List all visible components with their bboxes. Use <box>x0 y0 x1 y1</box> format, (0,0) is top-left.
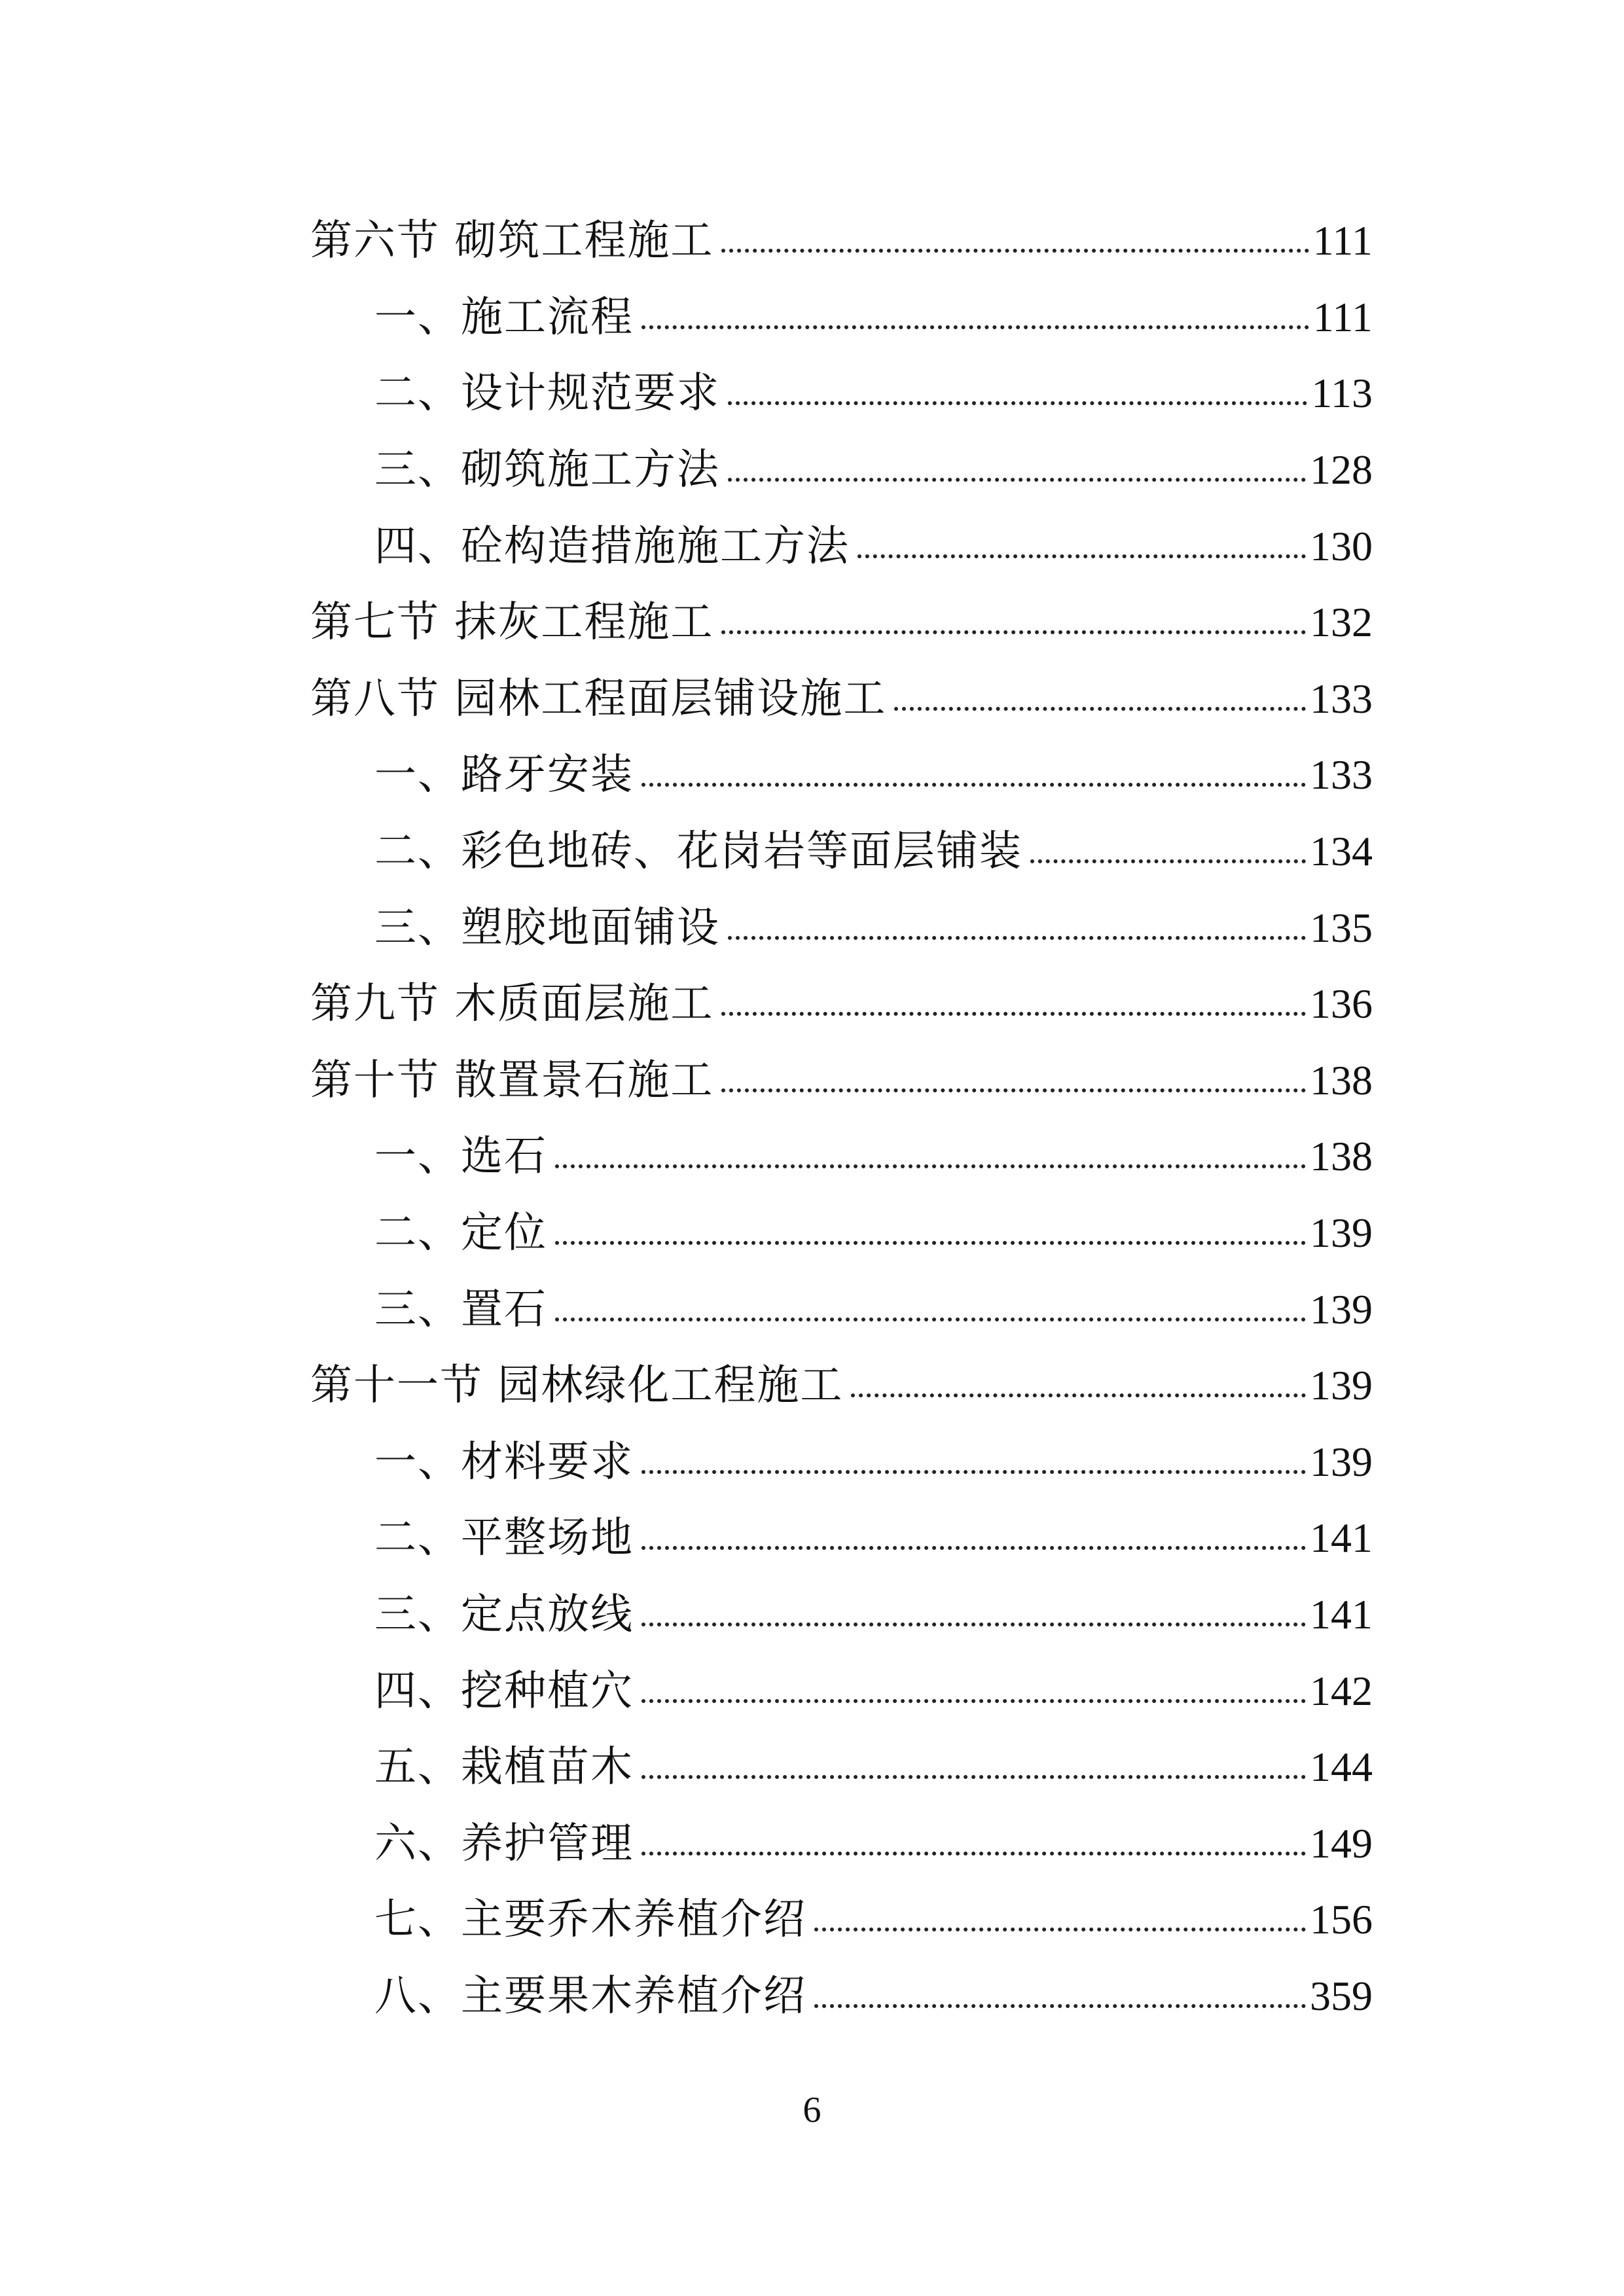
page-number: 6 <box>803 2090 821 2130</box>
toc-entry-page: 139 <box>1310 1285 1373 1333</box>
toc-dot-leader <box>728 449 1306 491</box>
toc-dot-leader <box>641 1746 1306 1788</box>
toc-entry-title: 第九节 木质面层施工 <box>310 980 714 1029</box>
toc-subsection-entry[interactable] <box>0 1577 1624 1653</box>
toc-dot-leader <box>814 1899 1306 1941</box>
toc-entry-title: 六、养护管理 <box>374 1819 634 1868</box>
toc-dot-leader <box>721 220 1308 262</box>
toc-entry-title: 第七节 抹灰工程施工 <box>310 598 714 647</box>
toc-section-entry[interactable] <box>0 1348 1624 1424</box>
toc-entry-title: 二、设计规范要求 <box>374 369 720 418</box>
toc-entry-title: 八、主要果木养植介绍 <box>374 1971 806 2020</box>
toc-entry-title: 第八节 园林工程面层铺设施工 <box>310 674 887 723</box>
toc-dot-leader <box>728 907 1306 949</box>
toc-entry-page: 111 <box>1312 293 1373 340</box>
toc-entry-title: 三、定点放线 <box>374 1590 634 1639</box>
toc-entry-page: 139 <box>1310 1210 1373 1257</box>
toc-entry-page: 113 <box>1311 370 1373 417</box>
toc-entry-page: 128 <box>1310 446 1373 493</box>
toc-subsection-entry[interactable] <box>0 1271 1624 1348</box>
toc-dot-leader <box>721 601 1306 643</box>
toc-entry-title: 三、置石 <box>374 1285 547 1334</box>
toc-entry-title: 一、材料要求 <box>374 1437 634 1486</box>
toc-subsection-entry[interactable] <box>0 1424 1624 1501</box>
toc-entry-title: 第十一节 园林绿化工程施工 <box>310 1361 844 1410</box>
toc-section-entry[interactable] <box>0 966 1624 1043</box>
toc-entry-page: 130 <box>1310 522 1373 569</box>
toc-entry-page: 138 <box>1310 1056 1373 1103</box>
toc-dot-leader <box>641 1823 1306 1865</box>
toc-entry-page: 133 <box>1310 751 1373 798</box>
toc-section-entry[interactable] <box>0 661 1624 738</box>
toc-subsection-entry[interactable] <box>0 1729 1624 1806</box>
toc-entry-page: 359 <box>1310 1972 1373 2019</box>
toc-dot-leader <box>555 1289 1306 1331</box>
toc-dot-leader <box>894 678 1306 720</box>
toc-dot-leader <box>641 1670 1306 1712</box>
toc-entry-page: 132 <box>1310 599 1373 646</box>
toc-entry-title: 一、选石 <box>374 1132 547 1181</box>
toc-subsection-entry[interactable] <box>0 1195 1624 1272</box>
toc-entry-page: 139 <box>1310 1362 1373 1409</box>
toc-entry-title: 三、砌筑施工方法 <box>374 446 720 495</box>
toc-entry-title: 二、定位 <box>374 1209 547 1258</box>
toc-dot-leader <box>814 1975 1306 2017</box>
toc-subsection-entry[interactable] <box>0 1119 1624 1195</box>
toc-dot-leader <box>555 1136 1306 1177</box>
toc-entry-page: 144 <box>1310 1744 1373 1791</box>
toc-dot-leader <box>851 1365 1306 1407</box>
toc-subsection-entry[interactable] <box>0 737 1624 814</box>
toc-subsection-entry[interactable] <box>0 814 1624 890</box>
toc-entry-page: 142 <box>1310 1667 1373 1714</box>
toc-entry-page: 135 <box>1310 904 1373 951</box>
toc-entry-title: 四、砼构造措施施工方法 <box>374 522 850 571</box>
toc-subsection-entry[interactable] <box>0 1958 1624 2035</box>
toc-dot-leader <box>641 1441 1306 1483</box>
toc-entry-page: 136 <box>1310 980 1373 1028</box>
toc-entry-page: 139 <box>1310 1438 1373 1485</box>
toc-dot-leader <box>721 1060 1306 1102</box>
toc-dot-leader <box>1030 831 1306 872</box>
toc-entry-page: 156 <box>1310 1896 1373 1943</box>
toc-subsection-entry[interactable] <box>0 1500 1624 1577</box>
toc-dot-leader <box>555 1212 1306 1254</box>
toc-section-entry[interactable] <box>0 1043 1624 1119</box>
toc-entry-title: 第十节 散置景石施工 <box>310 1056 714 1105</box>
toc-entry-title: 七、主要乔木养植介绍 <box>374 1895 806 1945</box>
toc-subsection-entry[interactable] <box>0 432 1624 509</box>
toc-entry-title: 二、彩色地砖、花岗岩等面层铺装 <box>374 827 1022 876</box>
toc-dot-leader <box>641 296 1309 338</box>
toc-dot-leader <box>728 372 1307 414</box>
toc-dot-leader <box>857 526 1306 567</box>
toc-subsection-entry[interactable] <box>0 1805 1624 1882</box>
toc-entry-page: 141 <box>1310 1590 1373 1638</box>
toc-entry-page: 141 <box>1310 1515 1373 1562</box>
toc-entry-title: 一、路牙安装 <box>374 751 634 800</box>
toc-subsection-entry[interactable] <box>0 1882 1624 1958</box>
toc-dot-leader <box>641 754 1306 796</box>
toc-subsection-entry[interactable] <box>0 889 1624 966</box>
toc-subsection-entry[interactable] <box>0 279 1624 356</box>
toc-entry-page: 133 <box>1310 675 1373 722</box>
toc-entry-title: 第六节 砌筑工程施工 <box>310 217 714 266</box>
toc-dot-leader <box>641 1517 1306 1559</box>
toc-section-entry[interactable] <box>0 584 1624 661</box>
toc-subsection-entry[interactable] <box>0 508 1624 584</box>
table-of-contents <box>0 203 1624 2034</box>
toc-entry-page: 134 <box>1310 828 1373 875</box>
toc-entry-page: 149 <box>1310 1820 1373 1867</box>
toc-dot-leader <box>721 983 1306 1025</box>
toc-entry-page: 111 <box>1312 217 1373 264</box>
toc-subsection-entry[interactable] <box>0 1653 1624 1729</box>
toc-entry-title: 一、施工流程 <box>374 293 634 342</box>
toc-subsection-entry[interactable] <box>0 355 1624 432</box>
toc-entry-title: 三、塑胶地面铺设 <box>374 903 720 952</box>
toc-entry-title: 四、挖种植穴 <box>374 1666 634 1715</box>
toc-dot-leader <box>641 1594 1306 1636</box>
toc-entry-page: 138 <box>1310 1133 1373 1180</box>
toc-entry-title: 五、栽植苗木 <box>374 1743 634 1792</box>
toc-section-entry[interactable] <box>0 203 1624 279</box>
toc-entry-title: 二、平整场地 <box>374 1514 634 1563</box>
